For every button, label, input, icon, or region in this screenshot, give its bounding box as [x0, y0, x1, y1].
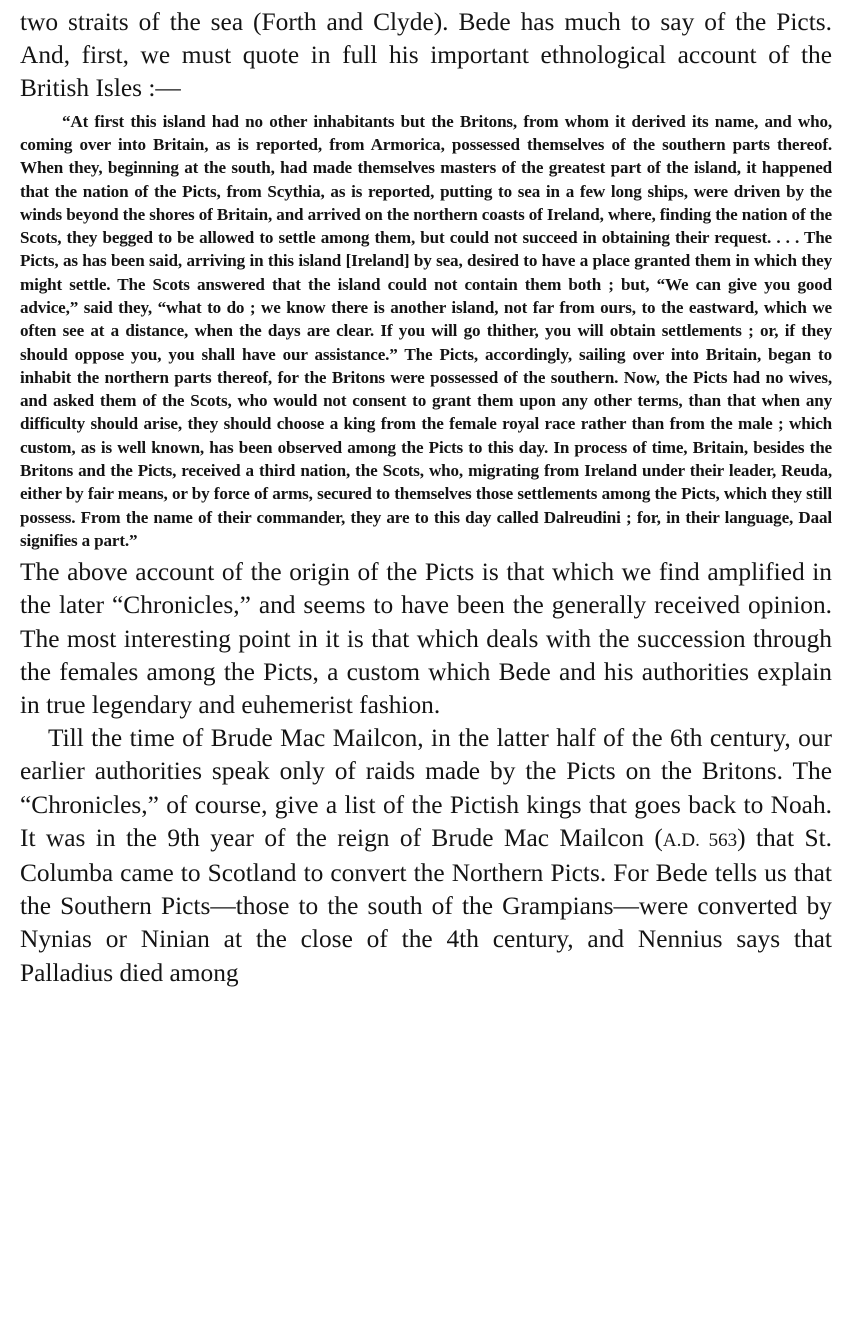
paragraph-origin-account: The above account of the origin of the Picts is that which we find amplified in the later “Chronicles,” and seems to have been the generally received opinion. The most interesting point in it is that which deals with the succession through the females among the Picts, a custom which Bede and his authorities explain in true legendary and euhemerist fashion.: [20, 558, 832, 720]
paragraph-intro: two straits of the sea (Forth and Clyde). Bede has much to say of the Picts. And, first, we must quote in full his important ethnological account of the British Isles :—: [20, 8, 832, 103]
paragraph-text-before-date: Till the time of Brude Mac Mailcon, in the latter half of the 6th century, our earlier authorities speak only of raids made by the Picts on the Britons. The “Chronicles,” of course, give a list of the Pictish kings that goes back to Noah. It was in the 9th year of the reign of Brude Mac Mailcon (: [20, 724, 832, 852]
date-small-caps: A.D. 563: [662, 829, 738, 851]
book-page: [20, 6, 832, 990]
bede-quotation: “At first this island had no other inhabitants but the Britons, from whom it derived its name, and who, coming over into Britain, as is reported, from Armorica, possessed themselves of the southern parts thereof. When they, beginning at the south, had made themselves masters of the greatest part of the island, it happened that the nation of the Picts, from Scythia, as is reported, putting to sea in a few long ships, were driven by the winds beyond the shores of Britain, and arrived on the northern coasts of Ireland, where, finding the nation of the Scots, they begged to be allowed to settle among them, but could not succeed in obtaining their request. . . . The Picts, as has been said, arriving in this island [Ireland] by sea, desired to have a place granted them in which they might settle. The Scots answered that the island could not contain them both ; but, “We can give you good advice,” said they, “what to do ; we know there is another island, not far from ours, to the eastward, which we often see at a distance, when the days are clear. If you will go thither, you will obtain settlements ; or, if they should oppose you, you shall have our assistance.” The Picts, accordingly, sailing over into Britain, began to inhabit the northern parts thereof, for the Britons were possessed of the southern. Now, the Picts had no wives, and asked them of the Scots, who would not consent to grant them upon any other terms, than that when any difficulty should arise, they should choose a king from the female royal race rather than from the male ; which custom, as is well known, has been observed among the Picts to this day. In process of time, Britain, besides the Britons and the Picts, received a third nation, the Scots, who, migrating from Ireland under their leader, Reuda, either by fair means, or by force of arms, secured to themselves those settlements among the Picts, which they still possess. From the name of their commander, they are to this day called Dalreudini ; for, in their language, Daal signifies a part.”: [20, 111, 832, 550]
paragraph-brude-mac-mailcon: [20, 722, 832, 990]
paragraph-text-after-date: ) that St. Columba came to Scotland to convert the Northern Picts. For Bede tells us that the Southern Picts—those to the south of the Grampians—were converted by Nynias or Ninian at the close of the 4th century, and Nennius says that Palladius died among: [20, 823, 832, 987]
